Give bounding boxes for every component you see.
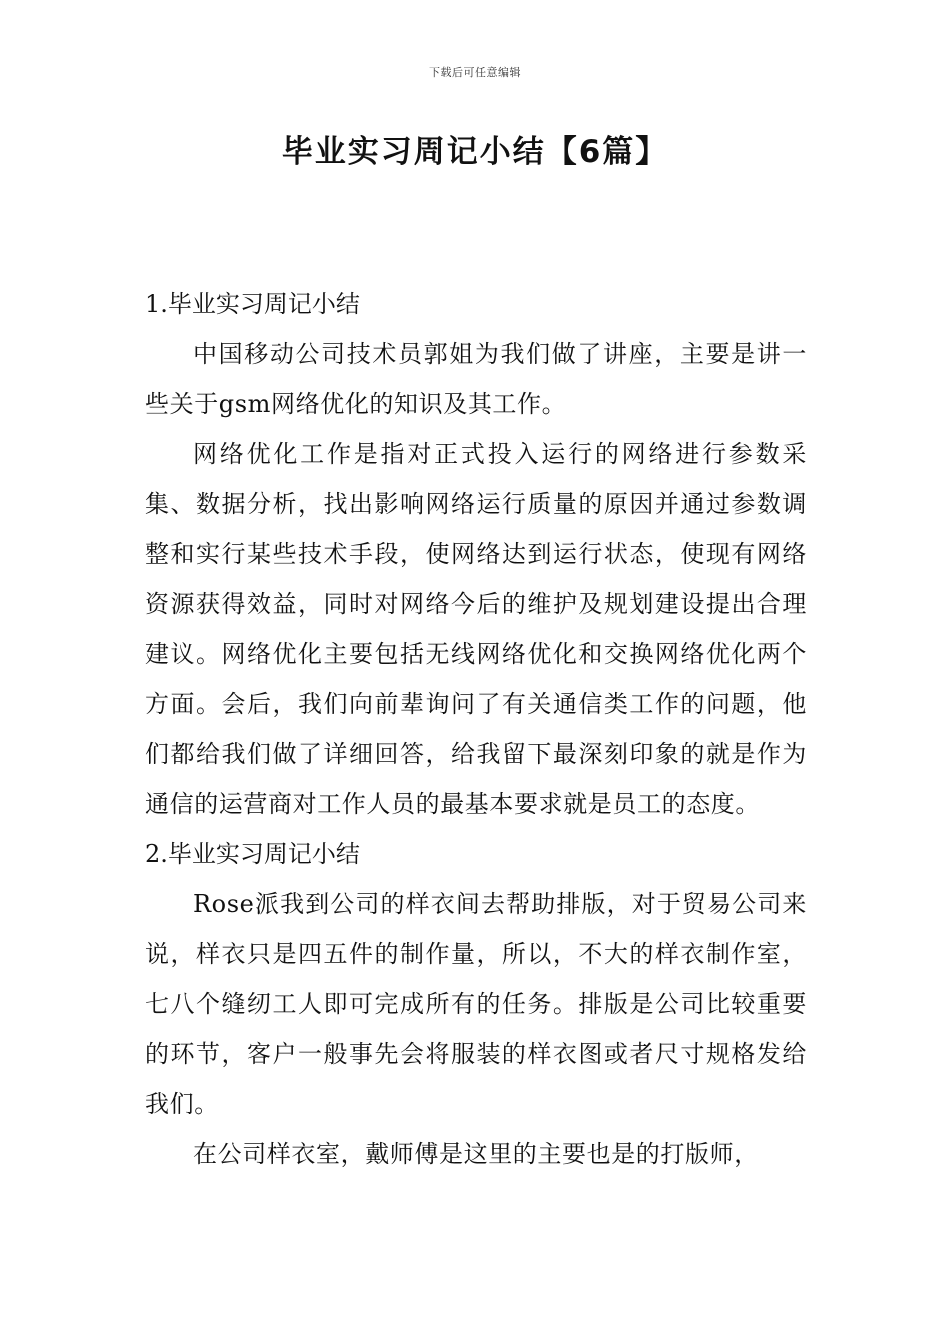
paragraph: 中国移动公司技术员郭姐为我们做了讲座，主要是讲一些关于gsm网络优化的知识及其工作。 (145, 340, 807, 418)
document-body (145, 279, 807, 1179)
section-heading: 1.毕业实习周记小结 (145, 290, 360, 318)
header-note: 下载后可任意编辑 (429, 66, 521, 79)
section-2 (145, 829, 807, 1179)
section-1 (145, 279, 807, 829)
document-title: 毕业实习周记小结【6篇】 (281, 134, 669, 170)
paragraph: Rose派我到公司的样衣间去帮助排版，对于贸易公司来说，样衣只是四五件的制作量，所以，不大的样衣制作室，七八个缝纫工人即可完成所有的任务。排版是公司比较重要的环节，客户一般事先会将服装的样衣图或者尺寸规格发给我们。 (145, 890, 807, 1118)
paragraph: 网络优化工作是指对正式投入运行的网络进行参数采集、数据分析，找出影响网络运行质量的原因并通过参数调整和实行某些技术手段，使网络达到运行状态，使现有网络资源获得效益，同时对网络今后的维护及规划建设提出合理建议。网络优化主要包括无线网络优化和交换网络优化两个方面。会后，我们向前辈询问了有关通信类工作的问题，他们都给我们做了详细回答，给我留下最深刻印象的就是作为通信的运营商对工作人员的最基本要求就是员工的态度。 (145, 440, 807, 818)
paragraph: 在公司样衣室，戴师傅是这里的主要也是的打版师， (193, 1140, 759, 1168)
section-heading: 2.毕业实习周记小结 (145, 840, 360, 868)
